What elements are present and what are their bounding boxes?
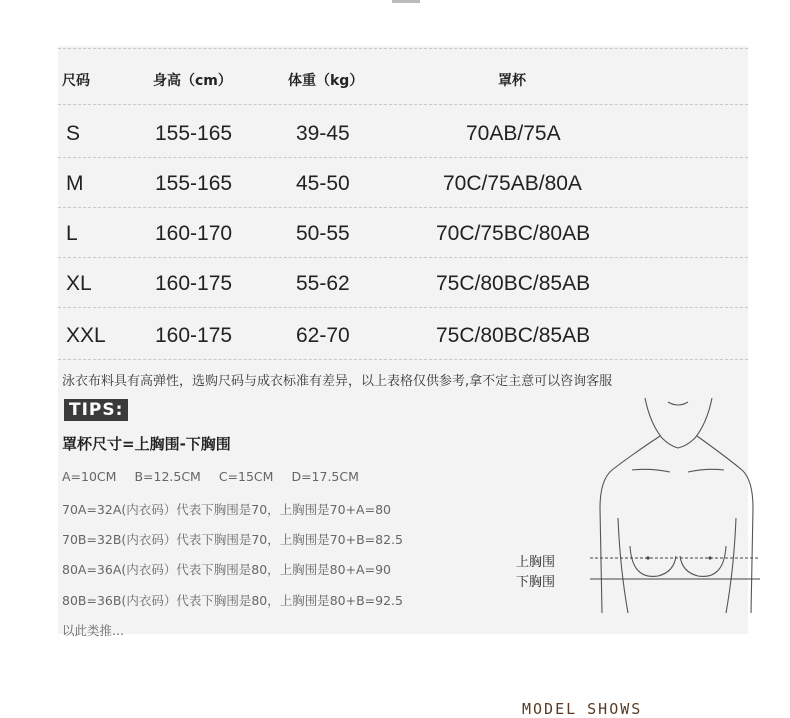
cell-weight: 62-70 <box>296 324 350 347</box>
top-mark <box>392 0 420 3</box>
bust-marker <box>646 556 649 559</box>
arm-inner-right <box>726 518 736 613</box>
cup-values <box>62 469 373 484</box>
divider <box>58 359 748 360</box>
model-shows-heading <box>522 700 652 718</box>
divider <box>58 257 748 258</box>
cell-height: 160-175 <box>155 324 233 347</box>
cell-cup: 70C/75BC/80AB <box>436 222 591 245</box>
cell-height: 155-165 <box>155 122 233 145</box>
breast-left <box>630 546 676 576</box>
divider <box>58 207 748 208</box>
breast-right <box>680 546 726 576</box>
tips-badge: TIPS: <box>64 399 128 421</box>
cell-cup: 75C/80BC/85AB <box>436 324 591 347</box>
upper-bust-label: 上胸围 <box>516 555 556 570</box>
neck-right <box>678 398 712 448</box>
cell-height: 160-170 <box>155 222 233 245</box>
torso-diagram <box>590 398 760 628</box>
cell-cup: 70C/75AB/80A <box>443 172 582 195</box>
divider <box>58 104 748 105</box>
cell-size: M <box>66 172 84 195</box>
header-size: 尺码 <box>62 73 90 89</box>
header-weight: 体重（kg） <box>288 73 364 89</box>
cup-value: A=10CM <box>62 469 117 484</box>
cell-weight: 55-62 <box>296 272 350 295</box>
cell-weight: 39-45 <box>296 122 350 145</box>
under-bust-label: 下胸围 <box>516 575 556 590</box>
shoulder-left <box>600 436 660 613</box>
cup-value: C=15CM <box>218 469 274 484</box>
arm-inner-left <box>618 518 628 613</box>
cell-cup: 75C/80BC/85AB <box>436 272 591 295</box>
cell-height: 155-165 <box>155 172 233 195</box>
cup-formula: 罩杯尺寸=上胸围-下胸围 <box>62 435 231 453</box>
cell-size: L <box>66 222 78 245</box>
divider <box>58 48 748 49</box>
chin <box>668 402 688 405</box>
example-line: 80A=36A(内衣码）代表下胸围是80，上胸围是80+A=90 <box>62 562 391 577</box>
cell-height: 160-175 <box>155 272 233 295</box>
example-line: 80B=36B(内衣码）代表下胸围是80，上胸围是80+B=92.5 <box>62 593 403 608</box>
cup-value: D=17.5CM <box>291 469 359 484</box>
cup-value: B=12.5CM <box>134 469 201 484</box>
neck-left <box>645 398 678 448</box>
clavicle-right <box>688 469 724 472</box>
cell-cup: 70AB/75A <box>466 122 561 145</box>
etc-line: 以此类推... <box>62 623 124 638</box>
divider <box>58 307 748 308</box>
shows-word: SHOWS <box>587 700 643 718</box>
example-line: 70B=32B(内衣码）代表下胸围是70，上胸围是70+B=82.5 <box>62 532 403 547</box>
cell-size: S <box>66 122 81 145</box>
model-word: MODEL <box>522 700 578 718</box>
cell-weight: 45-50 <box>296 172 350 195</box>
clavicle-left <box>632 469 670 472</box>
header-cup: 罩杯 <box>498 73 526 89</box>
example-line: 70A=32A(内衣码）代表下胸围是70，上胸围是70+A=80 <box>62 502 391 517</box>
elasticity-note: 泳衣布料具有高弹性，选购尺码与成衣标准有差异，以上表格仅供参考,拿不定主意可以咨询客服 <box>62 374 613 389</box>
bust-marker <box>708 556 711 559</box>
cell-size: XL <box>66 272 92 295</box>
divider <box>58 157 748 158</box>
cell-size: XXL <box>66 324 106 347</box>
shoulder-right <box>697 436 753 613</box>
cell-weight: 50-55 <box>296 222 350 245</box>
header-height: 身高（cm） <box>153 73 232 89</box>
